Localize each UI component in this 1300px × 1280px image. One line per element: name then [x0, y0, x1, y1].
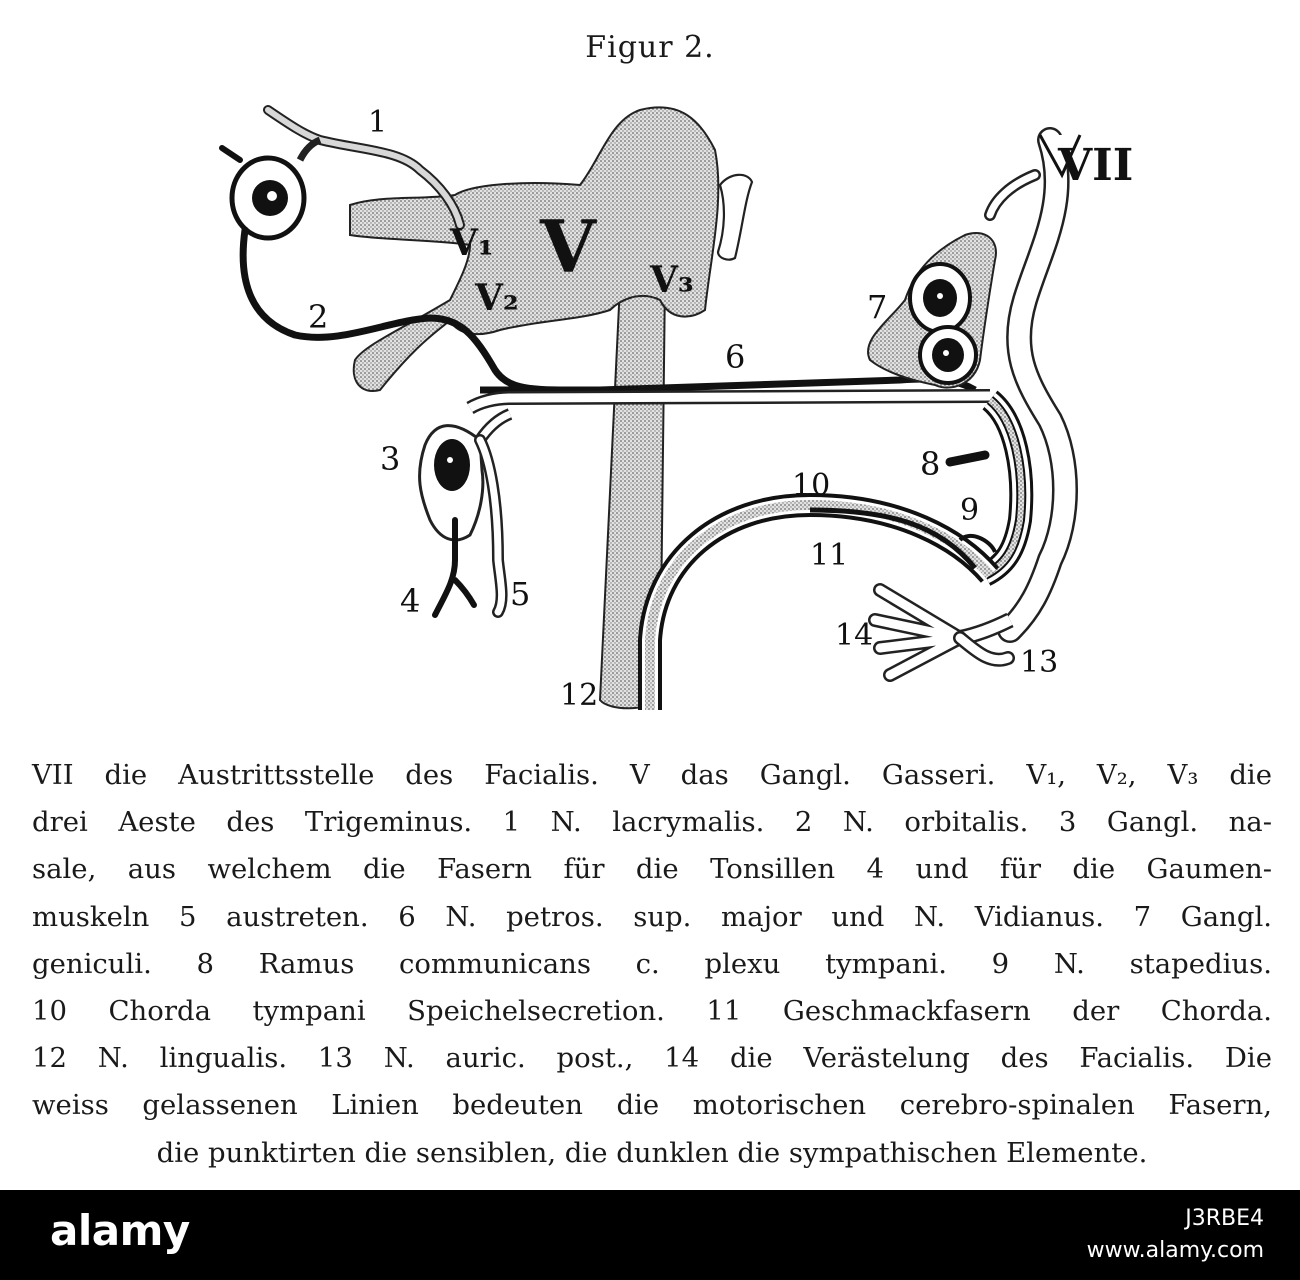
- label-5: 5: [510, 575, 531, 613]
- label-9: 9: [960, 493, 980, 528]
- caption-line: geniculi. 8 Ramus communicans c. plexu tympani. 9 N. stapedius.: [32, 947, 1272, 980]
- eye: [222, 148, 304, 238]
- label-6: 6: [725, 338, 746, 376]
- caption-line: 10 Chorda tympani Speichelsecretion. 11 Geschmackfasern der Chorda.: [32, 995, 1272, 1028]
- caption-line: drei Aeste des Trigeminus. 1 N. lacrymalis. 2 N. orbitalis. 3 Gangl. na-: [32, 806, 1272, 839]
- label-3: 3: [380, 440, 401, 478]
- ramus-communicans: [950, 455, 985, 462]
- caption-line: muskeln 5 austreten. 6 N. petros. sup. major und N. Vidianus. 7 Gangl.: [32, 900, 1272, 933]
- figure-title: Figur 2.: [585, 30, 715, 65]
- caption-line: 12 N. lingualis. 13 N. auric. post., 14 die Verästelung des Facialis. Die: [32, 1042, 1272, 1075]
- label-VII: VII: [1058, 140, 1134, 191]
- caption-line: sale, aus welchem die Fasern für die Tonsillen 4 und für die Gaumen-: [32, 853, 1272, 886]
- label-1: 1: [368, 105, 388, 140]
- caption-line: die punktirten die sensiblen, die dunklen die sympathischen Elemente.: [156, 1136, 1148, 1169]
- label-13: 13: [1020, 645, 1059, 680]
- watermark-footer: [0, 1190, 1300, 1280]
- label-8: 8: [920, 445, 941, 483]
- label-V2: V₂: [475, 277, 519, 319]
- alamy-logo: alamy: [50, 1206, 190, 1255]
- site-url: www.alamy.com: [1086, 1238, 1264, 1263]
- ganglion-nasale: [420, 426, 502, 615]
- label-10: 10: [792, 468, 831, 503]
- image-id: J3RBE4: [1185, 1206, 1264, 1231]
- caption-line: weiss gelassenen Linien bedeuten die motorischen cerebro-spinalen Fasern,: [32, 1089, 1272, 1122]
- label-V1: V₁: [450, 222, 494, 264]
- nerve-petrosus-vidianus: [480, 379, 975, 390]
- ear-crescent: [718, 175, 752, 260]
- label-4: 4: [400, 582, 421, 620]
- caption-line: VII die Austrittsstelle des Facialis. V das Gangl. Gasseri. V₁, V₂, V₃ die: [32, 759, 1272, 791]
- label-14: 14: [835, 618, 874, 653]
- facialis-branching: [875, 590, 1010, 675]
- figure-caption: [32, 752, 1272, 1177]
- label-2: 2: [308, 298, 329, 336]
- label-7: 7: [867, 288, 888, 326]
- label-V3: V₃: [650, 259, 694, 301]
- label-V: V: [540, 204, 596, 289]
- label-11: 11: [810, 538, 849, 573]
- label-12: 12: [560, 678, 599, 713]
